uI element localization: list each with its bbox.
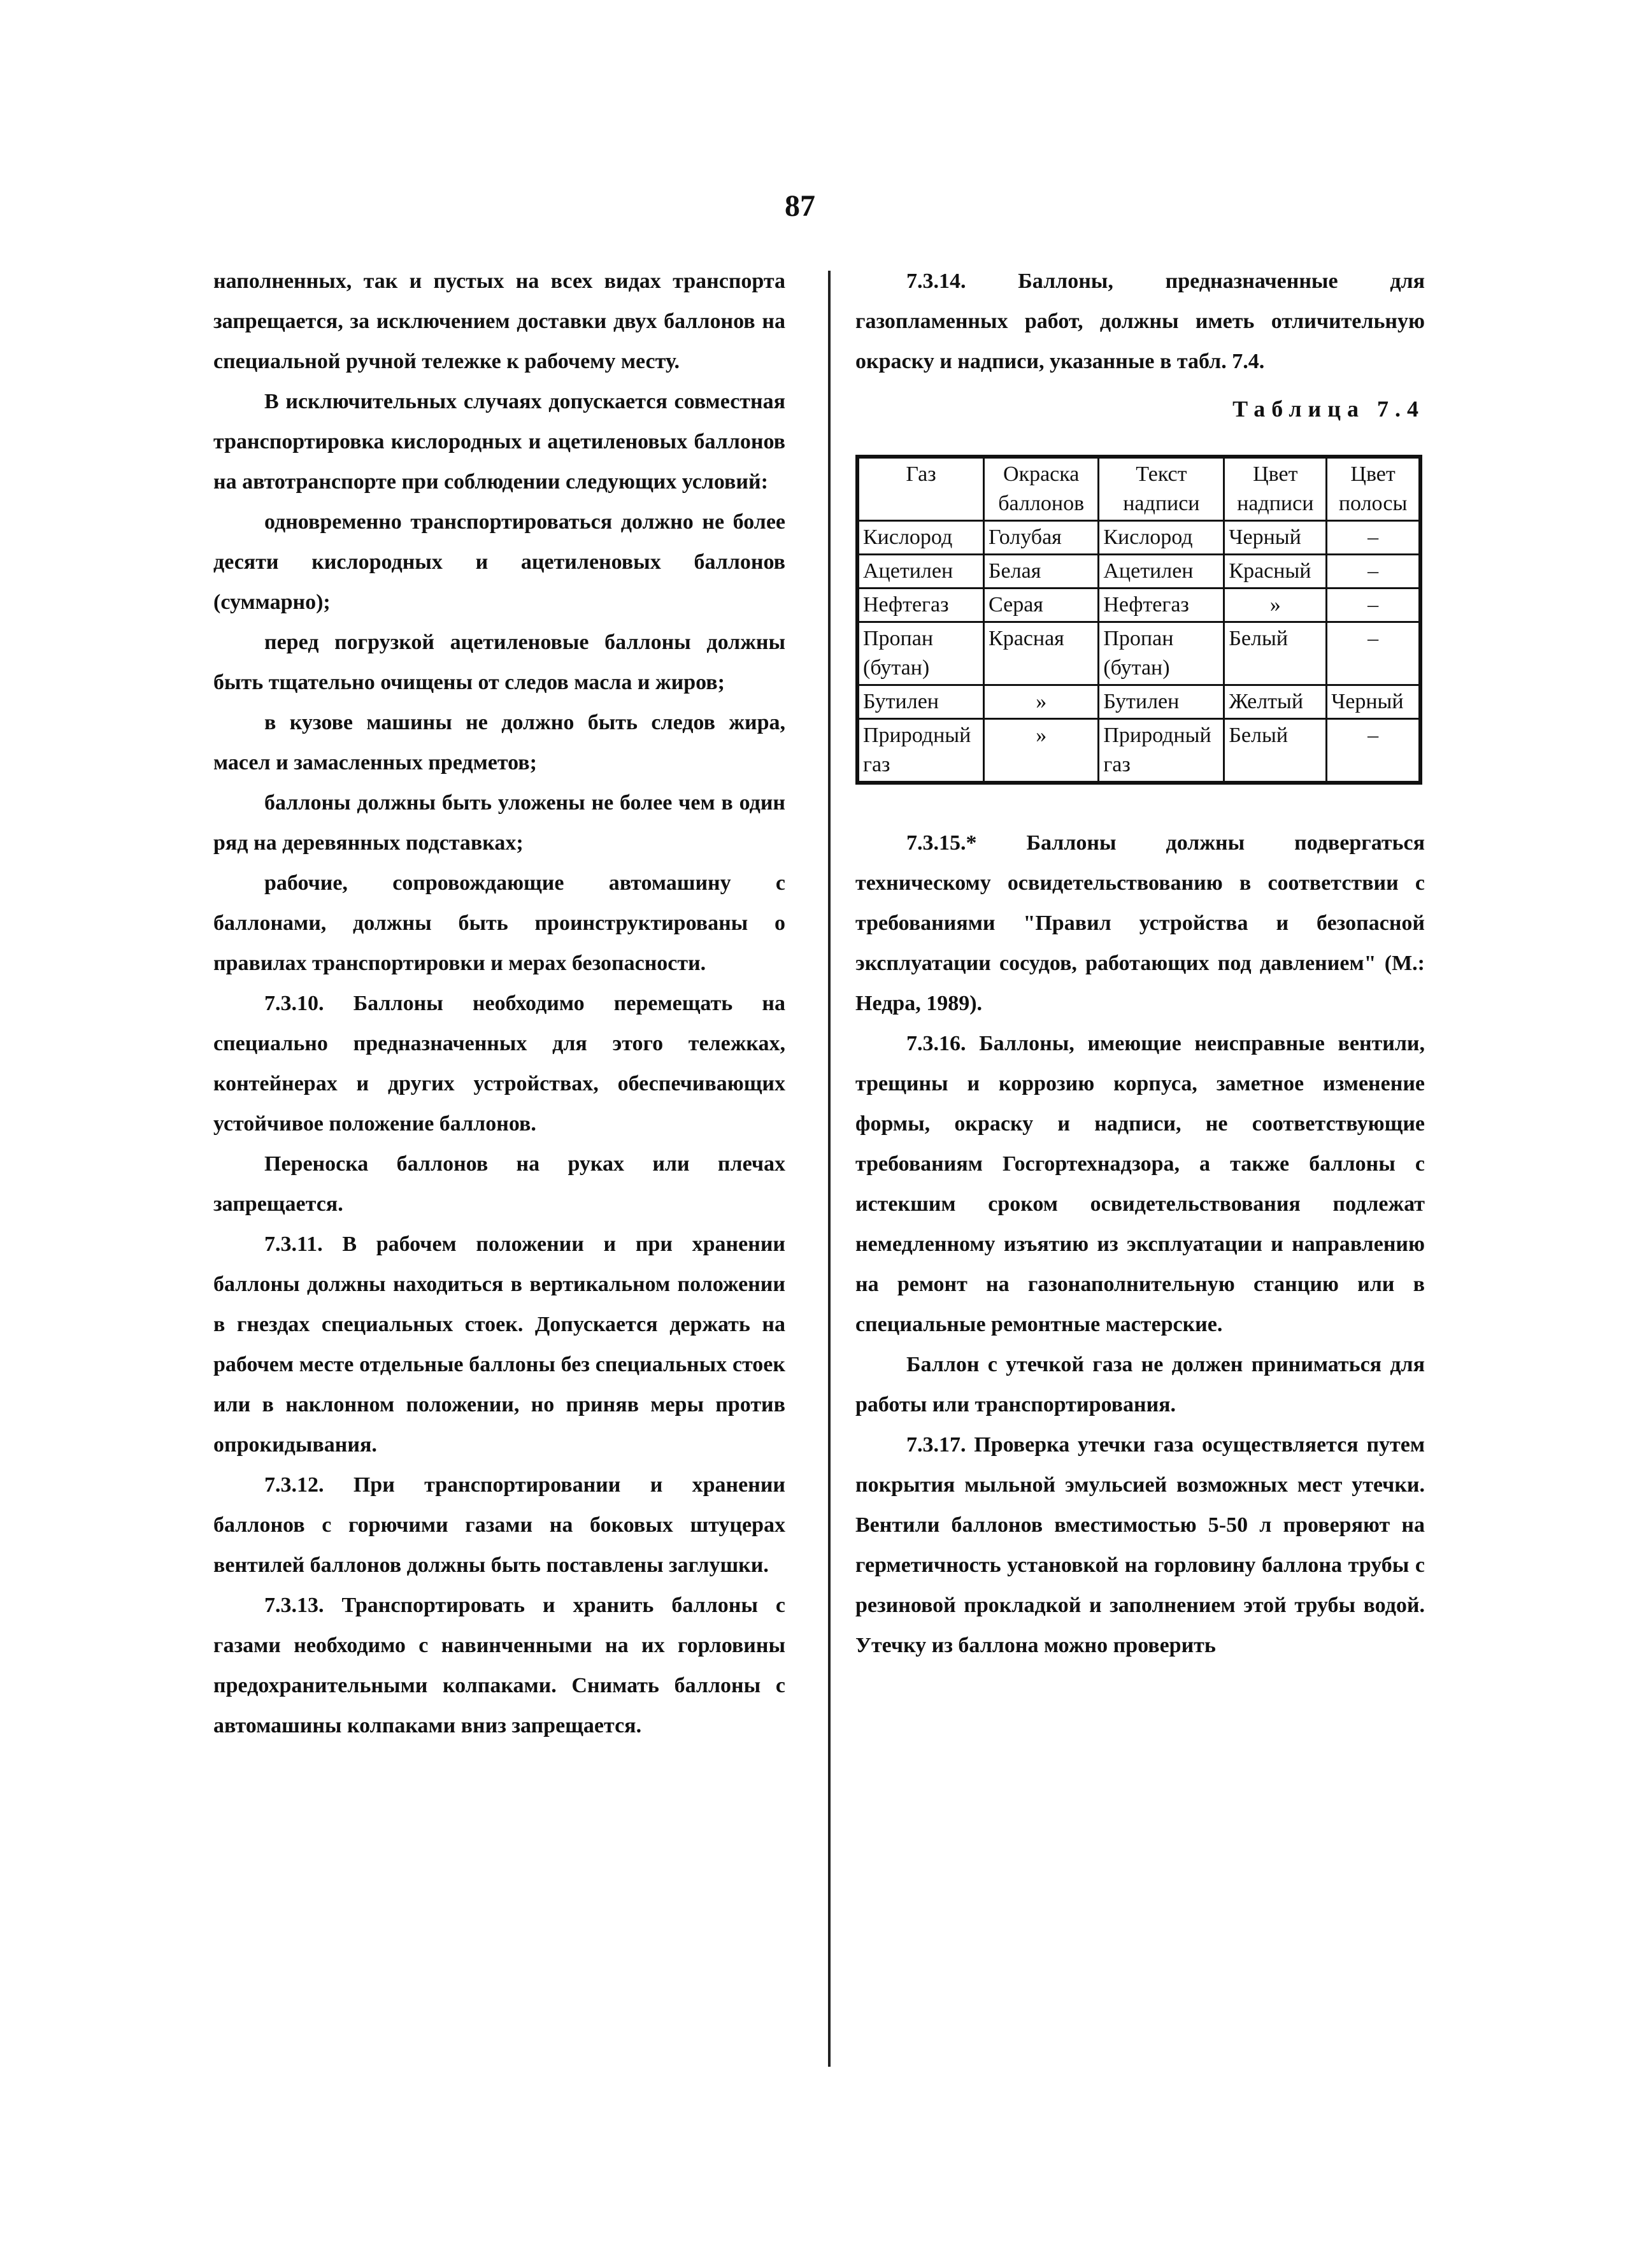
table-row [857,622,1420,685]
table-row [857,521,1420,555]
paragraph: в кузове машины не должно быть следов жира, масел и замасленных предметов; [213,711,785,774]
table-cell: Серая [984,588,1099,622]
table-cell: Красный [1224,555,1327,588]
table-cell: Черный [1224,521,1327,555]
table-cell: » [984,685,1099,719]
table-row [857,588,1420,622]
column-divider [828,271,831,2067]
paragraph: рабочие, сопровождающие автомашину с баллонами, должны быть проинструктированы о правилах транспортировки и мерах безопасности. [213,871,785,975]
table-cell: Белый [1224,622,1327,685]
table-cell: – [1327,588,1420,622]
table-cell: Пропан (бутан) [1099,622,1224,685]
right-column [855,261,1425,1665]
table-cell: Кислород [1099,521,1224,555]
right-column-body [855,823,1425,1665]
table-row [857,555,1420,588]
paragraph: В исключительных случаях допускается совместная транспортировка кислородных и ацетиленовых баллонов на автотранспорте при соблюдении следующих условий: [213,390,785,494]
table-header: Текст надписи [1099,457,1224,521]
table-cell: – [1327,555,1420,588]
paragraph: 7.3.13. Транспортировать и хранить баллоны с газами необходимо с навинченными на их горловины предохранительными колпаками. Снимать баллоны с автомашины колпаками вниз запрещается. [213,1594,785,1737]
table-header: Окраска баллонов [984,457,1099,521]
paragraph: баллоны должны быть уложены не более чем в один ряд на деревянных подставках; [213,791,785,855]
paragraph: Баллон с утечкой газа не должен приниматься для работы или транспортирования. [855,1353,1425,1416]
table-cell: Бутилен [857,685,984,719]
paragraph: 7.3.16. Баллоны, имеющие неисправные вентили, трещины и коррозию корпуса, заметное изменение формы, окраску и надписи, не соответствующие требованиям Госгортехнадзора, а также баллоны с истекшим сроком освидетельствования подлежат немедленному изъятию из эксплуатации и направлению на ремонт на газонаполнительную станцию или в специальные ремонтные мастерские. [855,1032,1425,1336]
table-cell: Голубая [984,521,1099,555]
paragraph: 7.3.17. Проверка утечки газа осуществляется путем покрытия мыльной эмульсией возможных мест утечки. Вентили баллонов вместимостью 5-50 л проверяют на герметичность установкой на горловину баллона трубы с резиновой прокладкой и заполнением этой трубы водой. Утечку из баллона можно проверить [855,1433,1425,1657]
table-caption: Таблица 7.4 [1232,396,1425,422]
table-header-row [857,457,1420,521]
paragraph: 7.3.15.* Баллоны должны подвергаться техническому освидетельствованию в соответствии с требованиями "Правил устройства и безопасной эксплуатации сосудов, работающих под давлением" (М.: Недра, 1989). [855,831,1425,1015]
table-header: Газ [857,457,984,521]
left-column [213,261,785,1746]
table-row [857,719,1420,783]
page-number: 87 [785,189,815,223]
table-header: Цвет надписи [1224,457,1327,521]
table-cell: – [1327,719,1420,783]
table-cell: Бутилен [1099,685,1224,719]
table-row [857,685,1420,719]
table-cell: Желтый [1224,685,1327,719]
table-cell: Природный газ [857,719,984,783]
paragraph: 7.3.10. Баллоны необходимо перемещать на специально предназначенных для этого тележках, контейнерах и других устройствах, обеспечивающих устойчивое положение баллонов. [213,992,785,1136]
paragraph: наполненных, так и пустых на всех видах транспорта запрещается, за исключением доставки двух баллонов на специальной ручной тележке к рабочему месту. [213,269,785,373]
table-cell: Красная [984,622,1099,685]
table-cell: Ацетилен [1099,555,1224,588]
table-cell: » [984,719,1099,783]
paragraph: Переноска баллонов на руках или плечах запрещается. [213,1152,785,1216]
table-cell: Кислород [857,521,984,555]
table-cell: Природный газ [1099,719,1224,783]
table-cell: » [1224,588,1327,622]
table-cell: Черный [1327,685,1420,719]
paragraph: 7.3.11. В рабочем положении и при хранении баллоны должны находиться в вертикальном положении в гнездах специальных стоек. Допускается держать на рабочем месте отдельные баллоны без специальных стоек или в наклонном положении, но приняв меры против опрокидывания. [213,1232,785,1457]
table-cell: Пропан (бутан) [857,622,984,685]
table-cell: Белый [1224,719,1327,783]
table-cell: Белая [984,555,1099,588]
table-cell: Нефтегаз [857,588,984,622]
paragraph: одновременно транспортироваться должно не более десяти кислородных и ацетиленовых баллонов (суммарно); [213,510,785,614]
paragraph: 7.3.14. Баллоны, предназначенные для газопламенных работ, должны иметь отличительную окраску и надписи, указанные в табл. 7.4. [855,269,1425,373]
table-header: Цвет полосы [1327,457,1420,521]
table-cell: – [1327,521,1420,555]
gas-cylinder-table [855,455,1422,785]
paragraph: 7.3.12. При транспортировании и хранении баллонов с горючими газами на боковых штуцерах вентилей баллонов должны быть поставлены заглушки. [213,1473,785,1577]
table-cell: – [1327,622,1420,685]
paragraph: перед погрузкой ацетиленовые баллоны должны быть тщательно очищены от следов масла и жиров; [213,631,785,694]
table-cell: Нефтегаз [1099,588,1224,622]
table-cell: Ацетилен [857,555,984,588]
